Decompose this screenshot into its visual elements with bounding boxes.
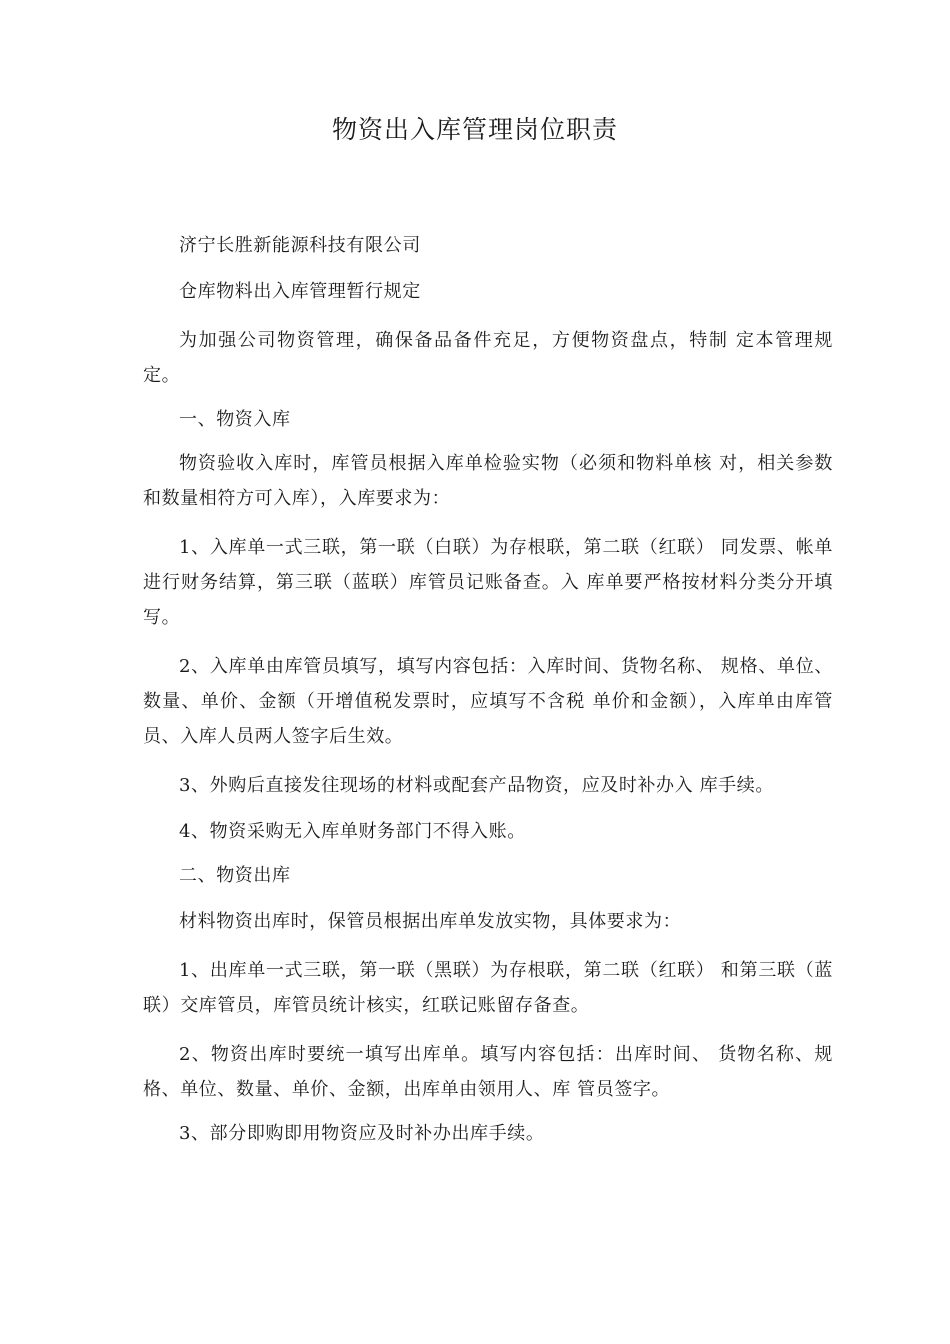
section2-item: 1、出库单一式三联，第一联（黑联）为存根联，第二联（红联） 和第三联（蓝联）交库管员，库管员统计核实，红联记账留存备查。 — [143, 960, 833, 1016]
section2-item: 2、物资出库时要统一填写出库单。填写内容包括：出库时间、 货物名称、规格、单位、数量、单价、金额，出库单由领用人、库 管员签字。 — [143, 1044, 833, 1100]
section1-item: 4、物资采购无入库单财务部门不得入账。 — [179, 821, 526, 842]
document-title: 物资出入库管理岗位职责 — [331, 115, 618, 144]
section2-item: 3、部分即购即用物资应及时补办出库手续。 — [179, 1123, 545, 1144]
section2-lead: 材料物资出库时，保管员根据出库单发放实物，具体要求为： — [179, 911, 682, 932]
intro-paragraph: 为加强公司物资管理，确保备品备件充足，方便物资盘点，特制 定本管理规定。 — [143, 330, 833, 386]
company-name: 济宁长胜新能源科技有限公司 — [179, 235, 421, 256]
section1-item: 2、入库单由库管员填写，填写内容包括：入库时间、货物名称、 规格、单位、数量、单价、金额（开增值税发票时，应填写不含税 单价和金额），入库单由库管员、入库人员两人签字后生效。 — [143, 656, 833, 747]
section1-item: 1、入库单一式三联，第一联（白联）为存根联，第二联（红联） 同发票、帐单进行财务结算，第三联（蓝联）库管员记账备查。入 库单要严格按材料分类分开填写。 — [143, 537, 833, 628]
section1-item: 3、外购后直接发往现场的材料或配套产品物资，应及时补办入 库手续。 — [179, 775, 774, 796]
section1-lead: 物资验收入库时，库管员根据入库单检验实物（必须和物料单核 对，相关参数和数量相符方可入库），入库要求为： — [143, 453, 833, 509]
document-body — [143, 228, 833, 1151]
section2-heading: 二、物资出库 — [179, 865, 291, 886]
section1-heading: 一、物资入库 — [179, 409, 291, 430]
regulation-title: 仓库物料出入库管理暂行规定 — [179, 281, 421, 302]
